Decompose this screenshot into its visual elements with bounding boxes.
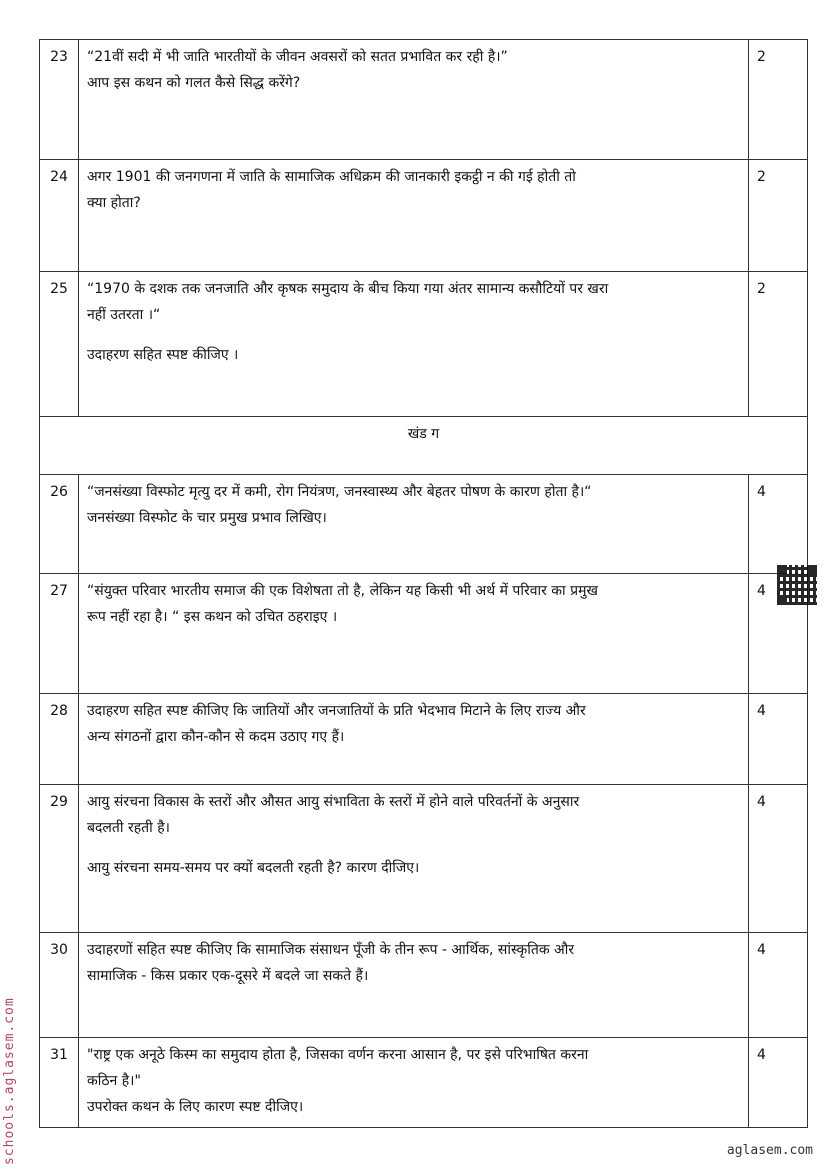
- question-line: अन्य संगठनों द्वारा कौन-कौन से कदम उठाए गए हैं।: [87, 729, 345, 745]
- question-line: “जनसंख्या विस्फोट मृत्यु दर में कमी, रोग नियंत्रण, जनस्वास्थ्य और बेहतर पोषण के कारण होता है।“: [87, 484, 592, 500]
- question-row: [40, 160, 808, 272]
- question-number: 31: [40, 1038, 79, 1128]
- question-table: [39, 39, 808, 1128]
- question-text: [79, 272, 749, 417]
- question-marks: 4: [749, 933, 808, 1038]
- question-line: आप इस कथन को गलत कैसे सिद्ध करेंगे?: [87, 75, 301, 91]
- question-line: नहीं उतरता ।“: [87, 307, 161, 323]
- question-instruction: आयु संरचना समय-समय पर क्यों बदलती रहती है? कारण दीजिए।: [87, 860, 420, 876]
- question-line: कठिन है।": [87, 1073, 141, 1089]
- question-row: [40, 475, 808, 574]
- question-marks: 2: [749, 40, 808, 160]
- question-line: बदलती रहती है।: [87, 820, 170, 836]
- question-number: 28: [40, 694, 79, 785]
- question-number: 23: [40, 40, 79, 160]
- section-row: [40, 417, 808, 475]
- question-marks: 2: [749, 160, 808, 272]
- question-row: [40, 1038, 808, 1128]
- question-text: [79, 933, 749, 1038]
- question-instruction: उदाहरण सहित स्पष्ट कीजिए ।: [87, 347, 239, 363]
- question-line: “1970 के दशक तक जनजाति और कृषक समुदाय के बीच किया गया अंतर सामान्य कसौटियों पर खरा: [87, 281, 609, 297]
- question-marks: 2: [749, 272, 808, 417]
- question-text: [79, 694, 749, 785]
- question-marks: 4: [749, 1038, 808, 1128]
- question-text: [79, 785, 749, 933]
- question-text: [79, 1038, 749, 1128]
- question-line: "राष्ट्र एक अनूठे किस्म का समुदाय होता है, जिसका वर्णन करना आसान है, पर इसे परिभाषित करना: [87, 1047, 589, 1063]
- question-number: 29: [40, 785, 79, 933]
- question-text: [79, 160, 749, 272]
- question-marks: 4: [749, 694, 808, 785]
- question-number: 27: [40, 574, 79, 694]
- question-number: 30: [40, 933, 79, 1038]
- footer-watermark: aglasem.com: [726, 1143, 813, 1158]
- qr-code-icon[interactable]: [777, 565, 817, 605]
- question-text: [79, 40, 749, 160]
- question-line: उपरोक्त कथन के लिए कारण स्पष्ट दीजिए।: [87, 1099, 304, 1115]
- question-number: 25: [40, 272, 79, 417]
- question-line: “21वीं सदी में भी जाति भारतीयों के जीवन अवसरों को सतत प्रभावित कर रही है।”: [87, 49, 508, 65]
- question-line: क्या होता?: [87, 195, 141, 211]
- question-line: “संयुक्त परिवार भारतीय समाज की एक विशेषता तो है, लेकिन यह किसी भी अर्थ में परिवार का प्रमुख: [87, 583, 598, 599]
- question-marks: 4: [749, 574, 808, 694]
- question-row: [40, 785, 808, 933]
- side-watermark: schools.aglasem.com: [2, 997, 17, 1165]
- question-line: अगर 1901 की जनगणना में जाति के सामाजिक अधिक्रम की जानकारी इकट्ठी न की गई होती तो: [87, 169, 576, 185]
- question-marks: 4: [749, 475, 808, 574]
- question-number: 24: [40, 160, 79, 272]
- question-text: [79, 574, 749, 694]
- question-line: उदाहरण सहित स्पष्ट कीजिए कि जातियों और जनजातियों के प्रति भेदभाव मिटाने के लिए राज्य और: [87, 703, 586, 719]
- question-line: जनसंख्या विस्फोट के चार प्रमुख प्रभाव लिखिए।: [87, 510, 327, 526]
- question-marks: 4: [749, 785, 808, 933]
- question-number: 26: [40, 475, 79, 574]
- question-row: [40, 694, 808, 785]
- question-line: उदाहरणों सहित स्पष्ट कीजिए कि सामाजिक संसाधन पूँजी के तीन रूप - आर्थिक, सांस्कृतिक और: [87, 942, 575, 958]
- question-row: [40, 933, 808, 1038]
- question-line: आयु संरचना विकास के स्तरों और औसत आयु संभाविता के स्तरों में होने वाले परिवर्तनों के अनुसार: [87, 794, 580, 810]
- section-heading: खंड ग: [40, 417, 808, 475]
- question-line: सामाजिक - किस प्रकार एक-दूसरे में बदले जा सकते हैं।: [87, 968, 369, 984]
- question-row: [40, 574, 808, 694]
- question-row: [40, 272, 808, 417]
- question-line: रूप नहीं रहा है। “ इस कथन को उचित ठहराइए ।: [87, 609, 338, 625]
- question-row: [40, 40, 808, 160]
- question-text: [79, 475, 749, 574]
